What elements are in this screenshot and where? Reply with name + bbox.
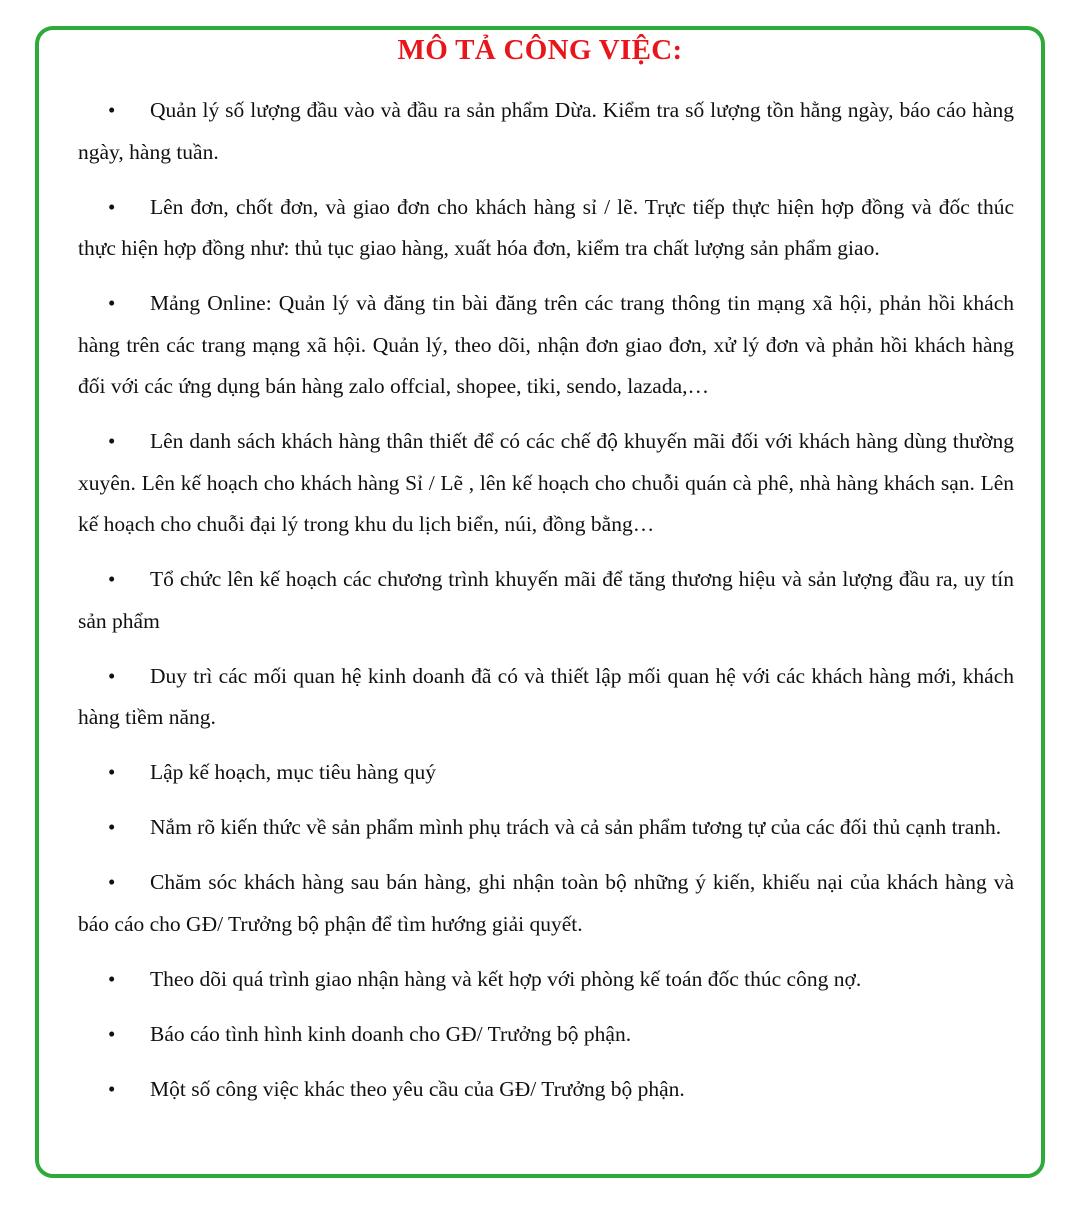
bullet-icon: • xyxy=(108,291,116,315)
job-description-list xyxy=(78,90,1014,1124)
list-item xyxy=(78,807,1014,849)
list-item-text: Nắm rõ kiến thức về sản phẩm mình phụ trách và cả sản phẩm tương tự của các đối thủ cạnh tranh. xyxy=(150,815,1002,839)
list-item-text: Chăm sóc khách hàng sau bán hàng, ghi nhận toàn bộ những ý kiến, khiếu nại của khách hàng và báo cáo cho GĐ/ Trưởng bộ phận để tìm hướng giải quyết. xyxy=(78,870,1014,936)
bullet-icon: • xyxy=(108,760,116,784)
list-item-text: Theo dõi quá trình giao nhận hàng và kết hợp với phòng kế toán đốc thúc công nợ. xyxy=(150,966,862,991)
list-item xyxy=(78,421,1014,546)
bullet-icon: • xyxy=(108,870,116,894)
list-item xyxy=(78,1014,1014,1056)
list-item-text: Quản lý số lượng đầu vào và đầu ra sản phẩm Dừa. Kiểm tra số lượng tồn hằng ngày, báo cáo hàng ngày, hàng tuần. xyxy=(78,98,1014,164)
bullet-icon: • xyxy=(108,815,116,839)
list-item-text: Báo cáo tình hình kinh doanh cho GĐ/ Trưởng bộ phận. xyxy=(150,1021,632,1046)
bullet-icon: • xyxy=(108,429,116,453)
list-item xyxy=(78,283,1014,408)
list-item xyxy=(78,187,1014,270)
bullet-icon: • xyxy=(108,1076,116,1101)
list-item-text: Một số công việc khác theo yêu cầu của GĐ/ Trưởng bộ phận. xyxy=(150,1076,685,1101)
list-item xyxy=(78,559,1014,642)
bullet-icon: • xyxy=(108,194,116,219)
bullet-icon: • xyxy=(108,98,116,122)
list-item xyxy=(78,862,1014,945)
list-item-text: Lên đơn, chốt đơn, và giao đơn cho khách hàng sỉ / lẽ. Trực tiếp thực hiện hợp đồng và đốc thúc thực hiện hợp đồng như: thủ tục giao hàng, xuất hóa đơn, kiểm tra chất lượng sản phẩm giao. xyxy=(78,194,1014,260)
list-item xyxy=(78,656,1014,739)
list-item-text: Mảng Online: Quản lý và đăng tin bài đăng trên các trang thông tin mạng xã hội, phản hồi khách hàng trên các trang mạng xã hội. Quản lý, theo dõi, nhận đơn giao đơn, xử lý đơn và phản hồi khách hàng đối với các ứng dụng bán hàng zalo offcial, shopee, tiki, sendo, lazada,… xyxy=(78,291,1014,398)
list-item xyxy=(78,959,1014,1001)
list-item-text: Lập kế hoạch, mục tiêu hàng quý xyxy=(150,760,436,784)
page-title: MÔ TẢ CÔNG VIỆC: xyxy=(397,34,683,66)
list-item-text: Tổ chức lên kế hoạch các chương trình khuyến mãi để tăng thương hiệu và sản lượng đầu ra, uy tín sản phẩm xyxy=(78,567,1014,633)
bullet-icon: • xyxy=(108,966,116,991)
list-item xyxy=(78,1069,1014,1111)
bullet-icon: • xyxy=(108,663,116,688)
list-item xyxy=(78,752,1014,794)
bullet-icon: • xyxy=(108,1021,116,1046)
list-item-text: Duy trì các mối quan hệ kinh doanh đã có và thiết lập mối quan hệ với các khách hàng mới, khách hàng tiềm năng. xyxy=(78,663,1014,729)
bullet-icon: • xyxy=(108,567,116,591)
list-item-text: Lên danh sách khách hàng thân thiết để có các chế độ khuyến mãi đối với khách hàng dùng thường xuyên. Lên kế hoạch cho khách hàng Sỉ / Lẽ , lên kế hoạch cho chuỗi quán cà phê, nhà hàng khách sạn. Lên kế hoạch cho chuỗi đại lý trong khu du lịch biển, núi, đồng bằng… xyxy=(78,429,1014,536)
list-item xyxy=(78,90,1014,173)
